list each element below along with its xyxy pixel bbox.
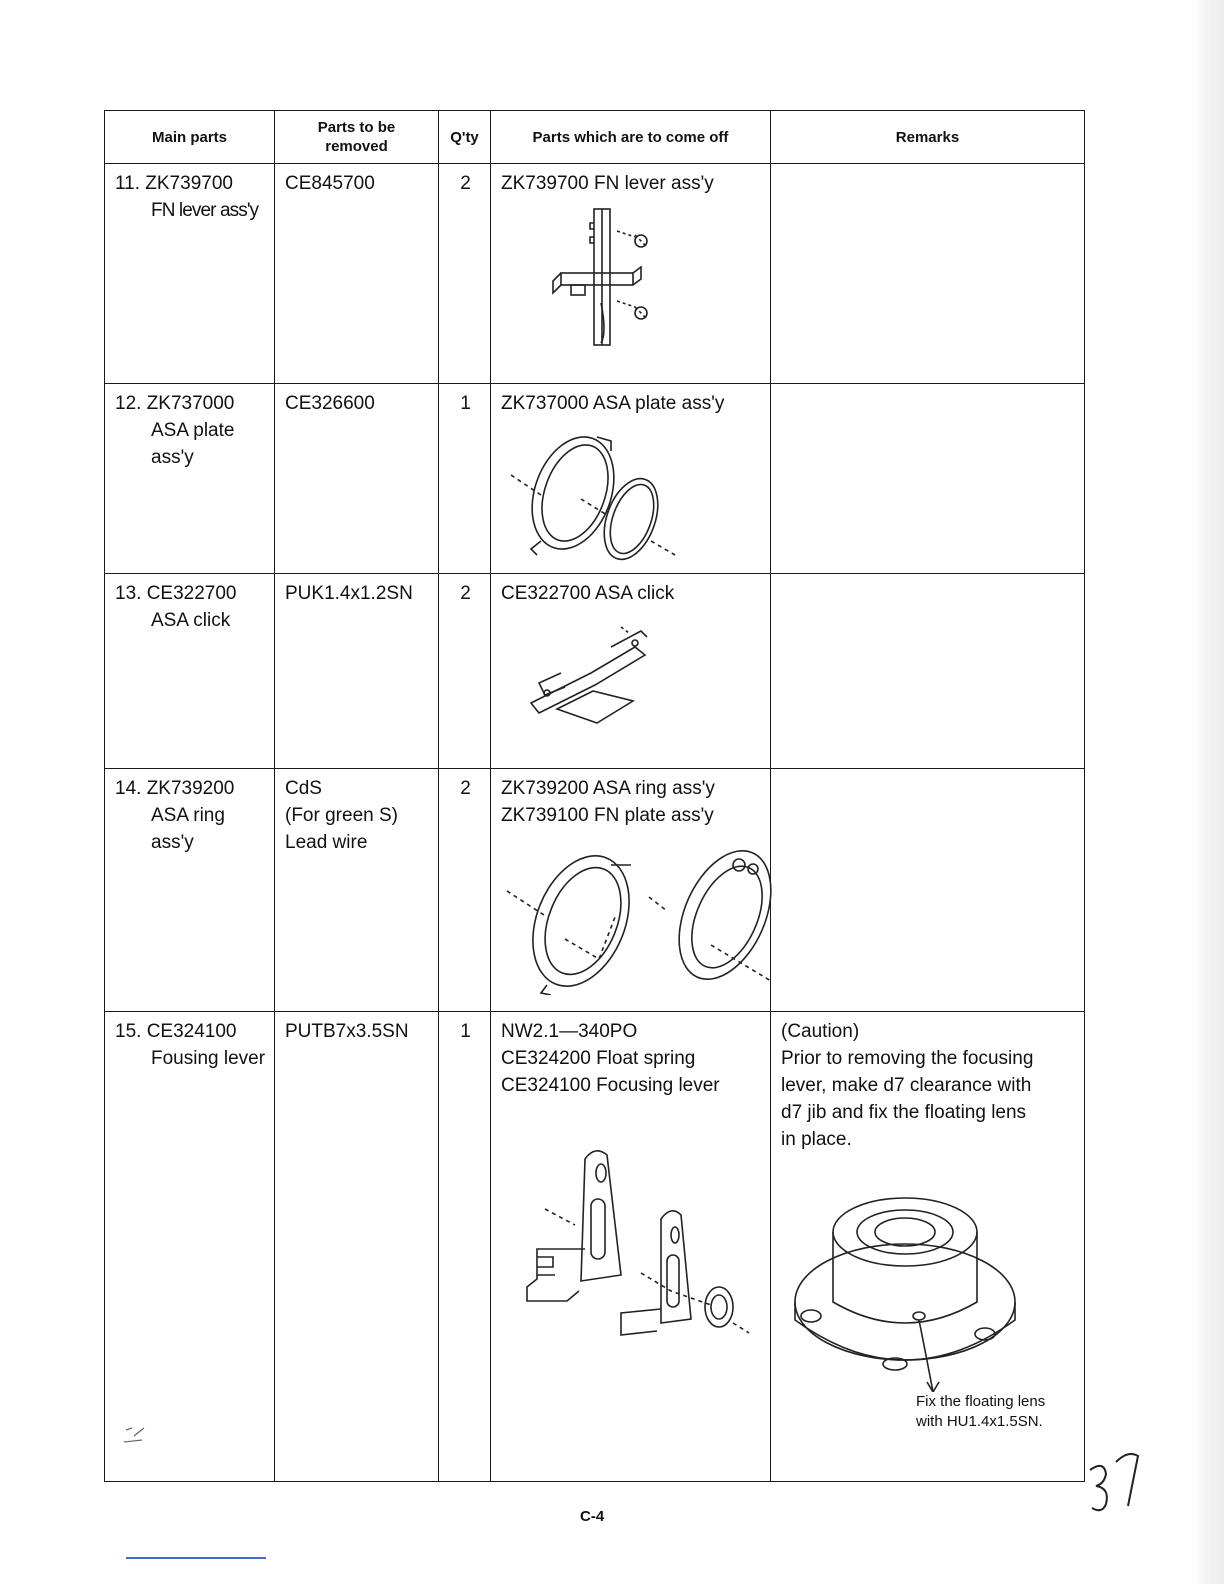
table-row [105,574,1085,769]
header-remarks: Remarks [771,111,1085,164]
main-part-cell [105,164,275,384]
come-off-part: CE324100 Focusing lever [501,1075,720,1096]
removed-part: Lead wire [285,832,368,853]
main-part-cell [105,384,275,574]
main-part-name-line1: ASA ring [151,805,225,826]
main-part-name: Fousing lever [151,1048,266,1069]
page-number: C-4 [580,1508,605,1525]
qty-cell: 1 [439,384,491,574]
table-row [105,1012,1085,1482]
table-row [105,164,1085,384]
removed-part: CdS [285,778,322,799]
come-off-cell [491,164,771,384]
parts-removal-table [104,110,1085,1482]
removed-part: (For green S) [285,805,398,826]
main-part-name-line2: ass'y [151,832,194,853]
main-part-number: 11. ZK739700 [115,173,233,194]
asa-ring-sketch [501,835,801,995]
handwritten-page-number [1086,1448,1146,1518]
asa-plate-sketch [501,423,721,563]
come-off-part: ZK737000 ASA plate ass'y [501,393,725,414]
main-part-cell [105,1012,275,1482]
table-row [105,769,1085,1012]
caption-line: Fix the floating lens [916,1393,1046,1410]
main-part-number: 13. CE322700 [115,583,237,604]
removed-part: PUK1.4x1.2SN [285,583,413,604]
header-parts-to-be-removed-line1: Parts to be [317,119,396,136]
come-off-part: CE322700 ASA click [501,583,675,604]
come-off-cell [491,1012,771,1482]
link-underline [126,1557,266,1559]
table-row [105,384,1085,574]
remarks-cell [771,384,1085,574]
main-part-number: 12. ZK737000 [115,393,235,414]
remarks-cell [771,769,1085,1012]
remarks-line: d7 jib and fix the floating lens [781,1102,1027,1123]
removed-cell [275,384,439,574]
remarks-line: in place. [781,1129,852,1150]
main-part-cell [105,574,275,769]
removed-part: PUTB7x3.5SN [285,1021,409,1042]
main-part-name-line1: ASA plate [151,420,235,441]
caption-line: with HU1.4x1.5SN. [916,1413,1043,1430]
come-off-cell [491,574,771,769]
removed-part: CE326600 [285,393,375,414]
header-parts-to-be-removed-line2: removed [325,138,388,155]
ink-speck [120,1418,180,1448]
remarks-heading: (Caution) [781,1021,860,1042]
come-off-cell [491,384,771,574]
header-main-parts: Main parts [105,111,275,164]
main-part-name-line2: ass'y [151,447,194,468]
qty-cell: 2 [439,769,491,1012]
main-part-name: FN lever ass'y [151,200,259,221]
remarks-cell [771,1012,1085,1482]
qty-cell: 2 [439,574,491,769]
asa-click-sketch [501,613,721,743]
come-off-cell [491,769,771,1012]
come-off-part: CE324200 Float spring [501,1048,696,1069]
qty-cell: 2 [439,164,491,384]
header-parts-to-be-removed [275,111,439,164]
removed-cell [275,769,439,1012]
qty-cell: 1 [439,1012,491,1482]
header-parts-come-off: Parts which are to come off [491,111,771,164]
main-part-cell [105,769,275,1012]
removed-cell [275,1012,439,1482]
come-off-part: ZK739100 FN plate ass'y [501,805,714,826]
main-part-name: ASA click [151,610,231,631]
remarks-cell [771,164,1085,384]
header-qty: Q'ty [439,111,491,164]
removed-cell [275,164,439,384]
floating-lens-sketch [787,1192,1027,1392]
remarks-cell [771,574,1085,769]
removed-part: CE845700 [285,173,375,194]
come-off-part: ZK739200 ASA ring ass'y [501,778,715,799]
removed-cell [275,574,439,769]
main-part-number: 14. ZK739200 [115,778,235,799]
fn-lever-sketch [501,203,701,353]
main-part-number: 15. CE324100 [115,1021,237,1042]
come-off-part: ZK739700 FN lever ass'y [501,173,714,194]
table-header-row [105,111,1085,164]
focusing-lever-sketch [501,1139,761,1339]
come-off-part: NW2.1—340PO [501,1021,638,1042]
floating-lens-caption [916,1392,1045,1432]
page-edge-shadow [1195,0,1224,1584]
remarks-line: lever, make d7 clearance with [781,1075,1032,1096]
remarks-line: Prior to removing the focusing [781,1048,1034,1069]
